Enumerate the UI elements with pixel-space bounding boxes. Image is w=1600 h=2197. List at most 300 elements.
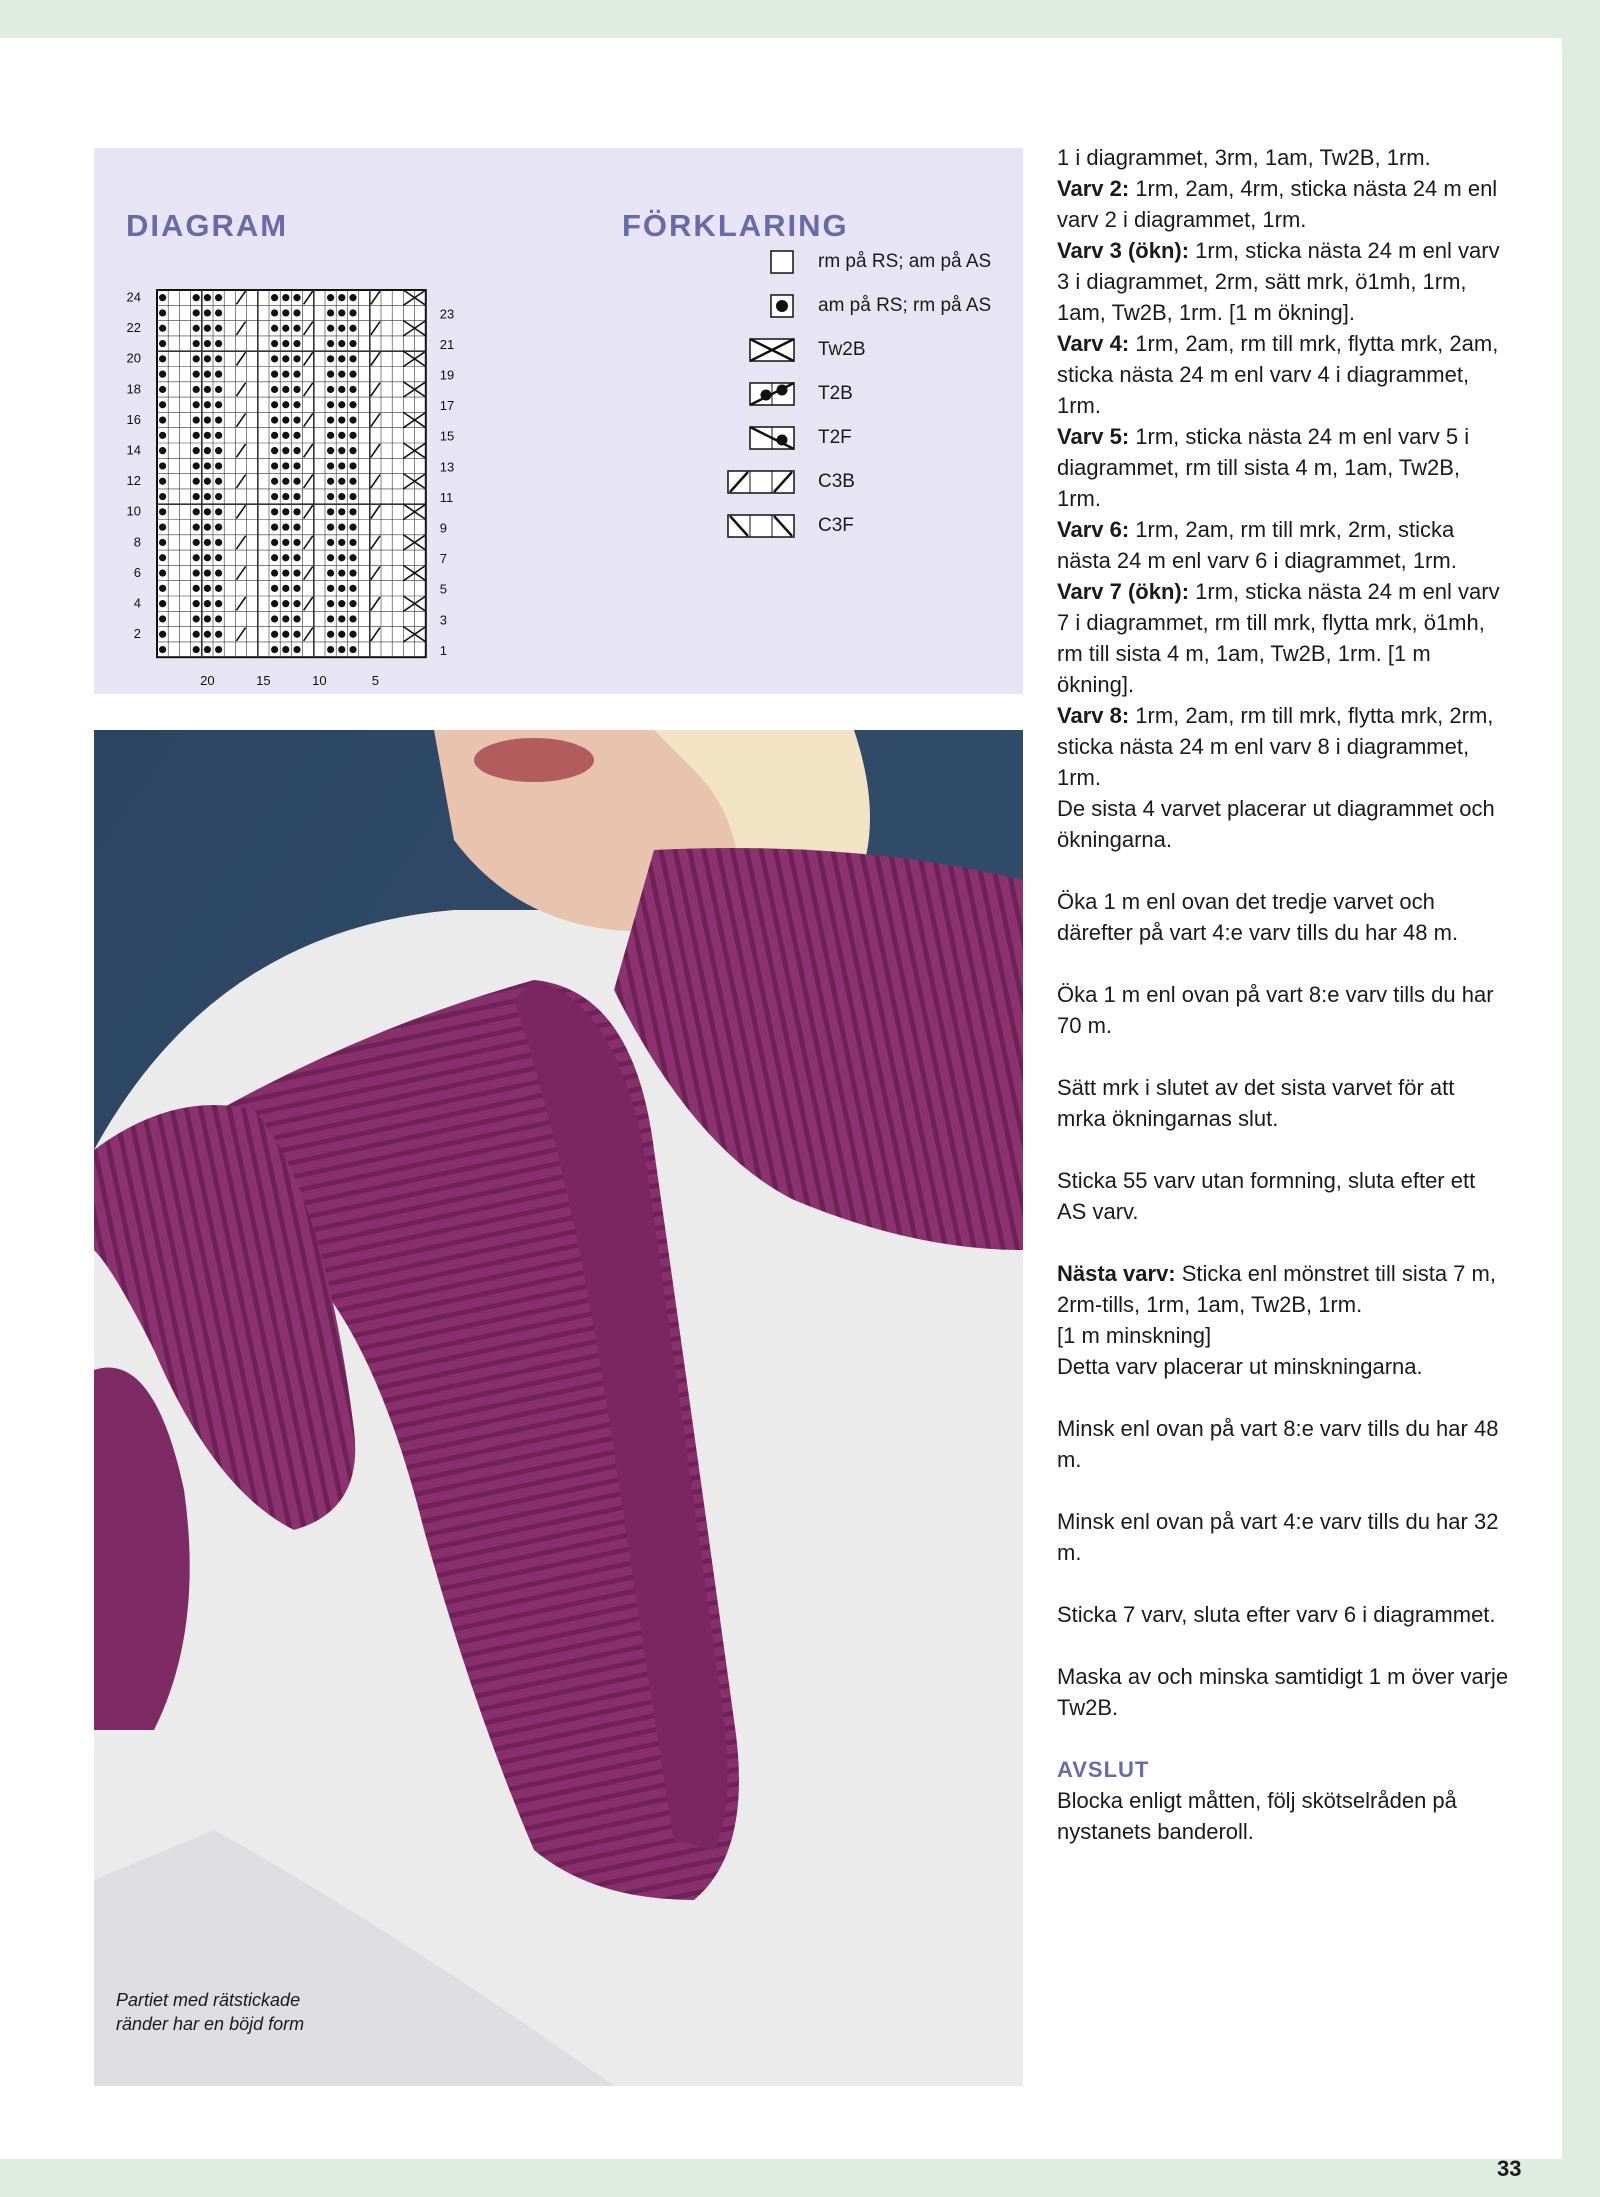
purl-dot <box>204 631 211 638</box>
legend-label: am på RS; rm på AS <box>818 295 992 316</box>
purl-dot <box>271 524 278 531</box>
purl-dot <box>159 615 166 622</box>
purl-dot <box>204 432 211 439</box>
purl-dot <box>271 386 278 393</box>
purl-dot <box>293 447 300 454</box>
purl-dot <box>349 432 356 439</box>
purl-dot <box>293 386 300 393</box>
c3f-cable-icon <box>714 512 814 540</box>
purl-dot <box>271 294 278 301</box>
purl-dot <box>327 462 334 469</box>
row-label: Nästa varv: <box>1057 1261 1176 1286</box>
purl-dot <box>193 585 200 592</box>
purl-dot <box>204 600 211 607</box>
row-number-right: 19 <box>439 367 455 383</box>
purl-dot <box>159 631 166 638</box>
purl-dot <box>271 416 278 423</box>
legend-title: FÖRKLARING <box>622 208 849 243</box>
purl-dot <box>349 569 356 576</box>
purl-dot <box>327 631 334 638</box>
legend-label: rm på RS; am på AS <box>818 251 992 272</box>
purl-dot <box>271 432 278 439</box>
purl-dot <box>282 447 289 454</box>
purl-dot <box>349 340 356 347</box>
purl-dot <box>159 478 166 485</box>
legend-label: T2F <box>818 427 852 448</box>
purl-dot <box>338 325 345 332</box>
row-number-left: 8 <box>133 534 141 550</box>
purl-dot <box>327 309 334 316</box>
purl-dot <box>215 416 222 423</box>
purl-dot <box>282 462 289 469</box>
row-number-left: 10 <box>126 503 141 519</box>
finishing-heading: AVSLUT <box>1057 1757 1150 1782</box>
purl-dot <box>193 462 200 469</box>
purl-dot <box>271 569 278 576</box>
purl-dot <box>282 355 289 362</box>
purl-dot <box>338 524 345 531</box>
row-number-right: 15 <box>439 428 455 444</box>
c3b-cable-icon <box>714 468 814 496</box>
row-number-right: 5 <box>439 581 448 597</box>
purl-dot <box>293 309 300 316</box>
purl-dot <box>193 524 200 531</box>
instruction-row-4 <box>1057 328 1509 421</box>
purl-dot <box>159 554 166 561</box>
purl-dot <box>327 401 334 408</box>
purl-dot <box>271 371 278 378</box>
purl-dot <box>193 355 200 362</box>
purl-dot <box>349 386 356 393</box>
purl-dot <box>271 355 278 362</box>
purl-dot <box>271 600 278 607</box>
purl-dot <box>349 447 356 454</box>
purl-dot <box>193 325 200 332</box>
legend-item <box>714 512 854 540</box>
purl-dot <box>193 646 200 653</box>
purl-dot <box>159 646 166 653</box>
row-number-right: 1 <box>439 642 448 658</box>
purl-dot <box>327 569 334 576</box>
row-number-left: 18 <box>126 381 141 397</box>
purl-dot <box>282 478 289 485</box>
purl-dot <box>193 493 200 500</box>
purl-dot <box>204 355 211 362</box>
purl-dot <box>293 554 300 561</box>
photo-caption <box>116 1988 346 2036</box>
purl-dot <box>159 432 166 439</box>
purl-dot <box>204 615 211 622</box>
purl-dot <box>215 371 222 378</box>
purl-dot <box>338 340 345 347</box>
purl-dot <box>215 309 222 316</box>
purl-dot <box>293 631 300 638</box>
purl-dot <box>349 585 356 592</box>
purl-dot <box>293 508 300 515</box>
t2f-cable-icon <box>714 424 814 452</box>
instruction-row-6 <box>1057 514 1509 576</box>
purl-dot <box>327 340 334 347</box>
purl-dot <box>293 646 300 653</box>
empty-square-icon <box>714 248 814 276</box>
instruction-paragraph: Minsk enl ovan på vart 4:e varv tills du har 32 m. <box>1057 1509 1499 1565</box>
purl-dot <box>159 462 166 469</box>
purl-dot <box>282 386 289 393</box>
purl-dot <box>338 386 345 393</box>
knitting-chart <box>94 148 1023 694</box>
purl-dot <box>159 309 166 316</box>
purl-dot <box>327 585 334 592</box>
purl-dot <box>271 493 278 500</box>
purl-dot <box>193 447 200 454</box>
purl-dot <box>282 294 289 301</box>
row-number-left: 2 <box>133 626 141 642</box>
purl-dot <box>282 371 289 378</box>
row-number-left: 12 <box>126 473 141 489</box>
row-text: Sticka enl mönstret till sista 7 m, 2rm-tills, 1rm, 1am, Tw2B, 1rm. <box>1057 1261 1496 1317</box>
diagram-panel <box>94 148 1023 694</box>
purl-dot <box>193 631 200 638</box>
instruction-paragraph: Detta varv placerar ut minskningarna. <box>1057 1354 1423 1379</box>
purl-dot <box>215 646 222 653</box>
purl-dot <box>349 554 356 561</box>
purl-dot <box>293 432 300 439</box>
purl-dot <box>204 371 211 378</box>
row-number-left: 14 <box>126 442 141 458</box>
purl-dot <box>282 416 289 423</box>
row-number-right: 3 <box>439 612 448 628</box>
purl-dot <box>204 340 211 347</box>
purl-dot <box>271 462 278 469</box>
purl-dot <box>349 600 356 607</box>
purl-dot <box>338 309 345 316</box>
purl-dot <box>204 401 211 408</box>
purl-dot <box>159 524 166 531</box>
purl-dot <box>193 416 200 423</box>
purl-dot <box>349 294 356 301</box>
instruction-paragraph: De sista 4 varvet placerar ut diagrammet och ökningarna. <box>1057 796 1495 852</box>
purl-dot <box>193 309 200 316</box>
purl-dot <box>204 462 211 469</box>
row-number-left: 20 <box>126 350 141 366</box>
purl-dot <box>282 585 289 592</box>
purl-dot <box>193 340 200 347</box>
instruction-paragraph: 1 i diagrammet, 3rm, 1am, Tw2B, 1rm. <box>1057 145 1431 170</box>
purl-dot <box>282 309 289 316</box>
purl-dot <box>271 585 278 592</box>
purl-dot <box>159 401 166 408</box>
purl-dot <box>204 309 211 316</box>
purl-dot <box>282 615 289 622</box>
legend-item <box>714 292 992 320</box>
purl-dot <box>282 524 289 531</box>
purl-dot <box>193 508 200 515</box>
purl-dot <box>282 554 289 561</box>
purl-dot <box>271 447 278 454</box>
page <box>0 38 1562 2181</box>
purl-dot <box>282 340 289 347</box>
purl-dot <box>282 493 289 500</box>
purl-dot <box>293 569 300 576</box>
purl-dot <box>338 646 345 653</box>
purl-dot <box>204 646 211 653</box>
purl-dot <box>159 447 166 454</box>
purl-dot <box>271 615 278 622</box>
purl-dot <box>327 493 334 500</box>
scarf-photo <box>94 730 1023 2086</box>
purl-dot <box>349 478 356 485</box>
purl-dot <box>338 554 345 561</box>
purl-dot <box>271 554 278 561</box>
purl-dot <box>282 631 289 638</box>
purl-dot <box>293 401 300 408</box>
purl-dot <box>338 416 345 423</box>
purl-dot <box>338 615 345 622</box>
legend-item <box>714 380 853 408</box>
purl-dot <box>338 447 345 454</box>
purl-dot <box>293 600 300 607</box>
diagram-title: DIAGRAM <box>126 208 289 243</box>
caption-line: Partiet med rätstickade <box>116 1990 301 2010</box>
purl-dot <box>215 569 222 576</box>
column-number: 5 <box>371 673 380 689</box>
purl-dot <box>193 401 200 408</box>
purl-dot <box>204 585 211 592</box>
purl-dot <box>215 508 222 515</box>
row-label: Varv 3 (ökn): <box>1057 238 1190 263</box>
purl-dot <box>338 493 345 500</box>
row-text: 1rm, 2am, 4rm, sticka nästa 24 m enl varv 2 i diagrammet, 1rm. <box>1057 176 1498 232</box>
purl-dot <box>215 615 222 622</box>
purl-dot <box>338 569 345 576</box>
row-text: 1rm, sticka nästa 24 m enl varv 3 i diagrammet, 2rm, sätt mrk, ö1mh, 1rm, 1am, Tw2B, 1rm. [1 m ökning]. <box>1057 238 1500 325</box>
purl-dot <box>338 371 345 378</box>
purl-dot <box>159 600 166 607</box>
purl-dot <box>327 447 334 454</box>
purl-dot <box>215 401 222 408</box>
instruction-paragraph: Minsk enl ovan på vart 8:e varv tills du har 48 m. <box>1057 1416 1499 1472</box>
purl-dot <box>215 539 222 546</box>
purl-dot <box>327 554 334 561</box>
purl-dot <box>327 432 334 439</box>
row-text: 1rm, 2am, rm till mrk, 2rm, sticka nästa 24 m enl varv 6 i diagrammet, 1rm. <box>1057 517 1457 573</box>
purl-dot <box>349 493 356 500</box>
purl-dot <box>349 416 356 423</box>
purl-dot <box>204 569 211 576</box>
instruction-paragraph: Öka 1 m enl ovan på vart 8:e varv tills du har 70 m. <box>1057 982 1494 1038</box>
dot-square-icon <box>714 292 814 320</box>
purl-dot <box>349 325 356 332</box>
purl-dot <box>282 508 289 515</box>
row-text: 1rm, sticka nästa 24 m enl varv 7 i diagrammet, rm till mrk, flytta mrk, ö1mh, rm till sista 4 m, 1am, Tw2B, 1rm. [1 m ökning]. <box>1057 579 1500 697</box>
purl-dot <box>327 355 334 362</box>
row-number-left: 16 <box>126 411 141 427</box>
purl-dot <box>159 569 166 576</box>
purl-dot <box>349 371 356 378</box>
caption-line: ränder har en böjd form <box>116 2014 305 2034</box>
purl-dot <box>215 524 222 531</box>
purl-dot <box>215 294 222 301</box>
legend-item <box>714 336 866 364</box>
row-number-left: 6 <box>133 564 141 580</box>
purl-dot <box>215 447 222 454</box>
instruction-row-7 <box>1057 576 1509 700</box>
purl-dot <box>193 294 200 301</box>
purl-dot <box>271 340 278 347</box>
purl-dot <box>327 325 334 332</box>
purl-dot <box>193 432 200 439</box>
purl-dot <box>349 355 356 362</box>
purl-dot <box>215 493 222 500</box>
page-number: 33 <box>1497 2156 1522 2181</box>
purl-dot <box>159 340 166 347</box>
purl-dot <box>271 646 278 653</box>
row-label: Varv 2: <box>1057 176 1130 201</box>
purl-dot <box>271 508 278 515</box>
purl-dot <box>327 646 334 653</box>
purl-dot <box>282 646 289 653</box>
row-number-right: 17 <box>439 398 455 414</box>
purl-dot <box>327 386 334 393</box>
purl-dot <box>271 401 278 408</box>
row-text: 1rm, 2am, rm till mrk, flytta mrk, 2am, sticka nästa 24 m enl varv 4 i diagrammet, 1rm. <box>1057 331 1499 418</box>
row-text: 1rm, 2am, rm till mrk, flytta mrk, 2rm, sticka nästa 24 m enl varv 8 i diagrammet, 1rm. <box>1057 703 1494 790</box>
row-number-left: 24 <box>126 289 141 305</box>
purl-dot <box>338 585 345 592</box>
row-label: Varv 8: <box>1057 703 1130 728</box>
purl-dot <box>204 539 211 546</box>
purl-dot <box>293 462 300 469</box>
instruction-row-3 <box>1057 235 1509 328</box>
row-number-right: 13 <box>439 459 455 475</box>
purl-dot <box>327 600 334 607</box>
purl-dot <box>338 478 345 485</box>
purl-dot <box>215 585 222 592</box>
purl-dot <box>215 462 222 469</box>
purl-dot <box>293 493 300 500</box>
purl-dot <box>327 478 334 485</box>
purl-dot <box>159 371 166 378</box>
purl-dot <box>204 416 211 423</box>
purl-dot <box>204 447 211 454</box>
purl-dot <box>159 386 166 393</box>
purl-dot <box>282 600 289 607</box>
purl-dot <box>327 371 334 378</box>
purl-dot <box>349 615 356 622</box>
purl-dot <box>193 478 200 485</box>
t2b-cable-icon <box>714 380 814 408</box>
purl-dot <box>282 432 289 439</box>
purl-dot <box>349 524 356 531</box>
legend-label: T2B <box>818 383 853 404</box>
instruction-row-5 <box>1057 421 1509 514</box>
purl-dot <box>327 508 334 515</box>
column-number: 15 <box>256 673 271 689</box>
purl-dot <box>193 569 200 576</box>
legend-label: Tw2B <box>818 339 866 360</box>
row-number-left: 4 <box>133 595 141 611</box>
instruction-paragraph: Sticka 55 varv utan formning, sluta efter ett AS varv. <box>1057 1168 1476 1224</box>
purl-dot <box>349 462 356 469</box>
purl-dot <box>159 325 166 332</box>
purl-dot <box>338 401 345 408</box>
purl-dot <box>293 325 300 332</box>
purl-dot <box>193 371 200 378</box>
purl-dot <box>159 508 166 515</box>
purl-dot <box>349 631 356 638</box>
purl-dot <box>338 355 345 362</box>
purl-dot <box>271 631 278 638</box>
row-number-right: 23 <box>439 306 455 322</box>
purl-dot <box>215 600 222 607</box>
purl-dot <box>159 294 166 301</box>
purl-dot <box>293 615 300 622</box>
row-label: Varv 7 (ökn): <box>1057 579 1190 604</box>
legend-item <box>714 424 852 452</box>
purl-dot <box>338 631 345 638</box>
purl-dot <box>293 524 300 531</box>
purl-dot <box>193 554 200 561</box>
column-number: 20 <box>200 673 215 689</box>
purl-dot <box>282 401 289 408</box>
purl-dot <box>159 539 166 546</box>
instruction-paragraph: Maska av och minska samtidigt 1 m över varje Tw2B. <box>1057 1664 1509 1720</box>
instruction-next-row <box>1057 1258 1509 1320</box>
purl-dot <box>293 371 300 378</box>
purl-dot <box>193 615 200 622</box>
purl-dot <box>349 508 356 515</box>
purl-dot <box>159 416 166 423</box>
purl-dot <box>349 539 356 546</box>
purl-dot <box>204 294 211 301</box>
purl-dot <box>293 355 300 362</box>
purl-dot <box>327 294 334 301</box>
chart-grid <box>157 290 426 657</box>
row-number-right: 9 <box>439 520 448 536</box>
legend-label: C3B <box>818 471 855 492</box>
legend-item <box>714 248 992 276</box>
instruction-row-8 <box>1057 700 1509 793</box>
purl-dot <box>338 539 345 546</box>
purl-dot <box>204 386 211 393</box>
purl-dot <box>293 478 300 485</box>
purl-dot <box>271 325 278 332</box>
purl-dot <box>215 386 222 393</box>
purl-dot <box>282 569 289 576</box>
purl-dot <box>327 524 334 531</box>
row-number-left: 22 <box>126 320 141 336</box>
row-text: 1rm, sticka nästa 24 m enl varv 5 i diagrammet, rm till sista 4 m, 1am, Tw2B, 1rm. <box>1057 424 1470 511</box>
purl-dot <box>193 386 200 393</box>
purl-dot <box>293 539 300 546</box>
row-label: Varv 5: <box>1057 424 1130 449</box>
purl-dot <box>271 539 278 546</box>
purl-dot <box>349 646 356 653</box>
tw2b-cross-icon <box>714 336 814 364</box>
purl-dot <box>293 294 300 301</box>
purl-dot <box>293 340 300 347</box>
purl-dot <box>327 539 334 546</box>
purl-dot <box>338 462 345 469</box>
purl-dot <box>215 325 222 332</box>
purl-dot <box>215 355 222 362</box>
row-label: Varv 4: <box>1057 331 1130 356</box>
column-number: 10 <box>312 673 327 689</box>
purl-dot <box>327 615 334 622</box>
purl-dot <box>159 355 166 362</box>
instruction-paragraph: Öka 1 m enl ovan det tredje varvet och därefter på vart 4:e varv tills du har 48 m. <box>1057 889 1459 945</box>
row-number-right: 21 <box>439 336 455 352</box>
